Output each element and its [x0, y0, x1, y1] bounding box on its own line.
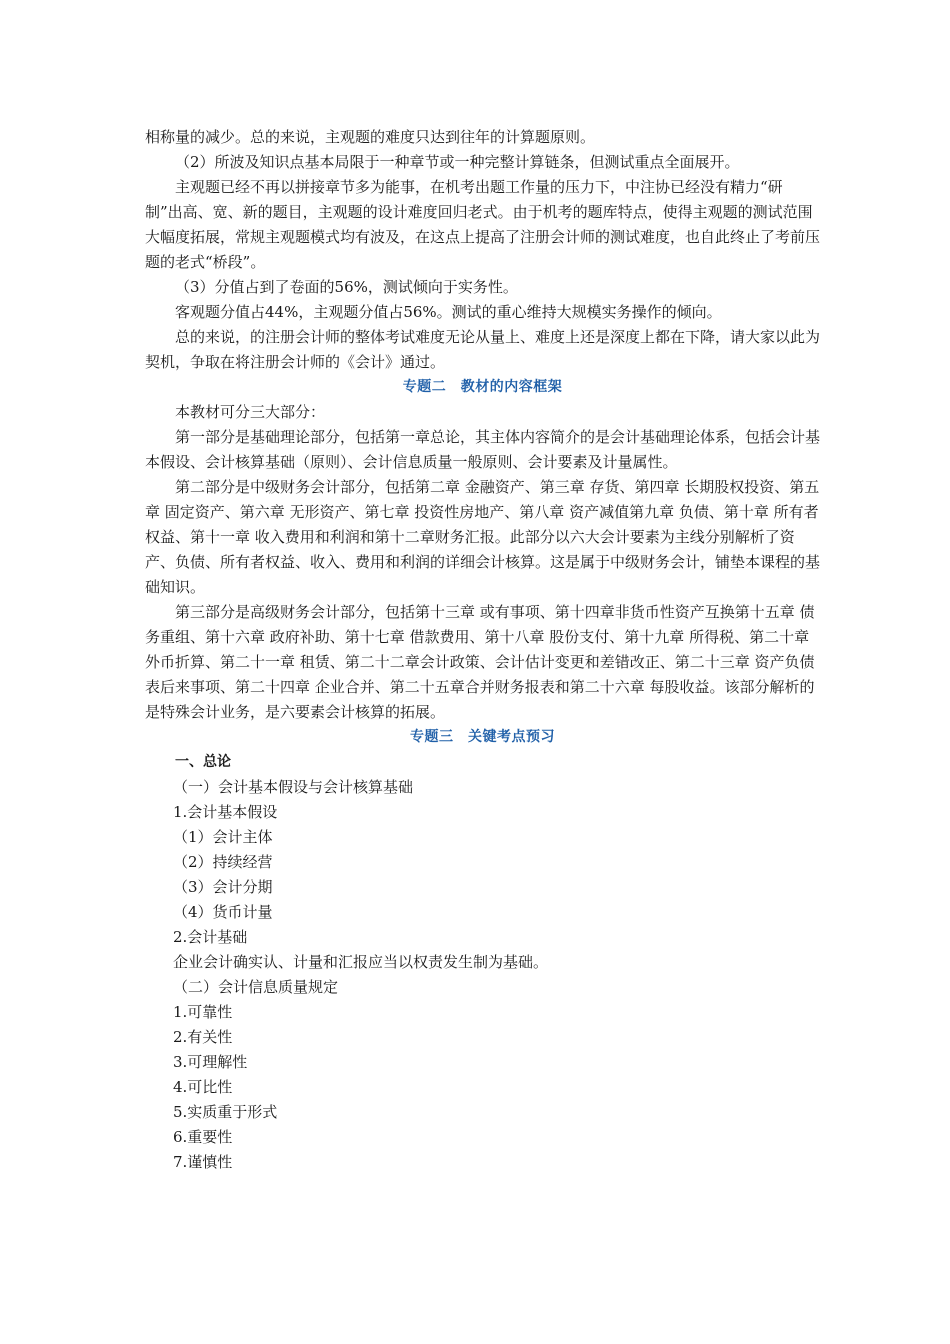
subheading: 一、总论: [175, 754, 231, 770]
paragraph: 客观题分值占44%，主观题分值占56%。测试的重心维持大规模实务操作的倾向。: [175, 303, 722, 321]
paragraph: （2）所波及知识点基本局限于一种章节或一种完整计算链条，但测试重点全面展开。: [175, 153, 740, 171]
paragraph: 企业会计确实认、计量和汇报应当以权责发生制为基础。: [173, 953, 549, 971]
paragraph: 总的来说，的注册会计师的整体考试难度无论从量上、难度上还是深度上都在下降，请大家以此为契机，争取在将注册会计师的《会计》通过。: [145, 328, 821, 371]
paragraph: （3）分值占到了卷面的56%，测试倾向于实务性。: [175, 278, 518, 296]
list-item: （一）会计基本假设与会计核算基础: [173, 778, 414, 796]
list-item: 2.有关性: [173, 1028, 233, 1046]
list-item: （2）持续经营: [173, 853, 273, 871]
list-item: （4）货币计量: [173, 903, 273, 921]
list-item: 3.可理解性: [173, 1053, 248, 1071]
list-item: 1.会计基本假设: [173, 803, 278, 821]
list-item: （3）会计分期: [173, 878, 273, 896]
section-heading: 专题三 关键考点预习: [410, 729, 555, 745]
list-item: 2.会计基础: [173, 928, 248, 946]
list-item: （二）会计信息质量规定: [173, 978, 339, 996]
paragraph: 相称量的减少。总的来说，主观题的难度只达到往年的计算题原则。: [145, 128, 596, 146]
list-item: （1）会计主体: [173, 828, 273, 846]
section-heading: 专题二 教材的内容框架: [402, 379, 563, 395]
paragraph: 第三部分是高级财务会计部分，包括第十三章 或有事项、第十四章非货币性资产互换第十五章 债务重组、第十六章 政府补助、第十七章 借款费用、第十八章 股份支付、第十九章 所得税、第二十章 外币折算、第二十一章 租赁、第二十二章会计政策、会计估计变更和差错改正、第二十三章 资产负债表后来事项、第二十四章 企业合并、第二十五章合并财务报表和第二十六章 每股收益。该部分解析的是特殊会计业务，是六要素会计核算的拓展。: [145, 603, 815, 721]
paragraph: 第一部分是基础理论部分，包括第一章总论，其主体内容简介的是会计基础理论体系，包括会计基本假设、会计核算基础（原则）、会计信息质量一般原则、会计要素及计量属性。: [145, 428, 821, 471]
list-item: 6.重要性: [173, 1128, 233, 1146]
list-item: 1.可靠性: [173, 1003, 233, 1021]
paragraph: 第二部分是中级财务会计部分，包括第二章 金融资产、第三章 存货、第四章 长期股权投资、第五章 固定资产、第六章 无形资产、第七章 投资性房地产、第八章 资产减值第九章 负债、第十章 所有者权益、第十一章 收入费用和利润和第十二章财务汇报。此部分以六大会计要素为主线分别解析了资产、负债、所有者权益、收入、费用和利润的详细会计核算。这是属于中级财务会计，铺垫本课程的基础知识。: [145, 478, 821, 596]
paragraph: 本教材可分三大部分：: [175, 403, 326, 421]
list-item: 4.可比性: [173, 1078, 233, 1096]
list-item: 7.谨慎性: [173, 1153, 233, 1171]
paragraph: 主观题已经不再以拼接章节多为能事，在机考出题工作量的压力下，中注协已经没有精力“研制”出高、宽、新的题目，主观题的设计难度回归老式。由于机考的题库特点，使得主观题的测试范围大幅度拓展，常规主观题模式均有波及，在这点上提高了注册会计师的测试难度，也自此终止了考前压题的老式“桥段”。: [145, 178, 821, 271]
list-item: 5.实质重于形式: [173, 1103, 278, 1121]
